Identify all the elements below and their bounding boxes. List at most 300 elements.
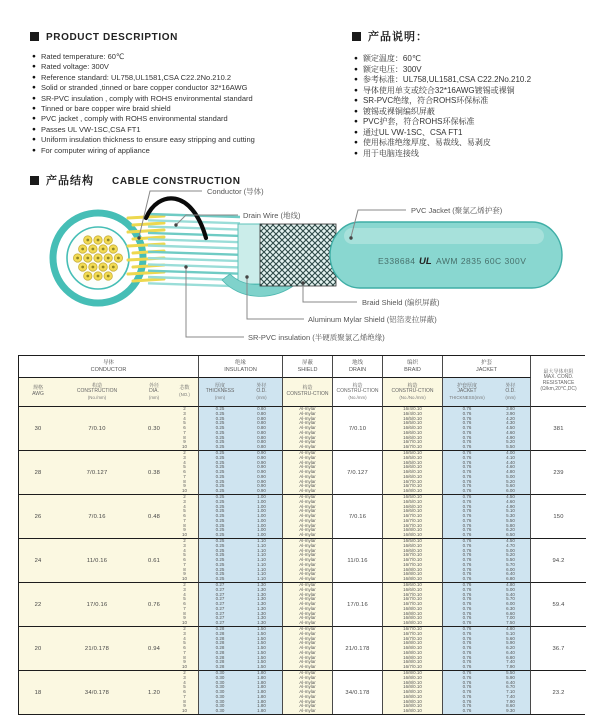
stacked-value: 16/6/0.10 [403, 503, 422, 509]
bullet-icon: ● [354, 107, 358, 115]
stacked-value: 0.27 [215, 620, 225, 626]
cell-braid-awg28 [383, 450, 443, 494]
stacked-value: 6 [183, 557, 186, 563]
stacked-value: 0.76 [462, 532, 472, 538]
stacked-value: 0.25 [215, 478, 225, 484]
stacked-value: 0.25 [215, 503, 225, 509]
stacked-value: 10 [181, 664, 187, 670]
stacked-value: Al-mylar [299, 610, 316, 616]
stacked-value: 0.76 [462, 626, 472, 632]
stacked-value: 16/6/0.10 [403, 429, 422, 435]
stacked-values [283, 539, 332, 582]
cell-braid-awg22 [383, 582, 443, 626]
stacked-values [491, 539, 530, 582]
cell-awg-awg18 [19, 670, 57, 714]
stacked-value: 5 [183, 420, 186, 426]
stacked-value: 0.90 [257, 454, 266, 460]
stacked-value: 0.25 [215, 517, 225, 523]
stacked-value: 6.00 [506, 566, 515, 572]
stacked-value: Al-mylar [299, 498, 316, 504]
stacked-value: Al-mylar [299, 552, 316, 558]
stacked-value: 0.90 [257, 450, 266, 456]
bullet-icon: ● [32, 94, 36, 102]
cell-construction-awg20 [57, 626, 137, 670]
cell-res-awg18 [531, 670, 586, 714]
column-header-text: (mm) [214, 394, 226, 400]
stacked-value: 5.00 [506, 547, 515, 553]
stacked-value: 5 [183, 684, 186, 690]
jacket-print-cert: E338684 [378, 256, 416, 266]
column-header-text: 规格 [32, 385, 43, 392]
stacked-value: 1.50 [257, 664, 266, 670]
stacked-value: 6.70 [506, 684, 515, 690]
stacked-value: 8 [183, 566, 186, 572]
stacked-value: 16/8/0.10 [403, 698, 422, 704]
stacked-value: 16/8/0.10 [403, 670, 422, 676]
stacked-value: 0.27 [215, 601, 225, 607]
stacked-value: 1.80 [257, 689, 266, 695]
stacked-value: 7.10 [506, 689, 515, 695]
stacked-value: Al-mylar [299, 459, 316, 465]
stacked-value: 16/7/0.10 [403, 483, 422, 489]
bullet-text: 额定电压：300V [362, 64, 422, 74]
stacked-value: 5 [183, 464, 186, 470]
cell-ins_od-awg30 [241, 406, 283, 450]
stacked-value: 4.80 [506, 626, 515, 632]
column-header-text: 构造 [91, 382, 102, 389]
stacked-value: 0.27 [215, 610, 225, 616]
stacked-value: 6.40 [506, 649, 515, 655]
resistance-header-text: 最大导体电阻 [543, 368, 574, 375]
stacked-value: 0.28 [215, 630, 225, 636]
stacked-value: 8 [183, 654, 186, 660]
cell-value: 34/0.178 [84, 689, 110, 696]
bullet-item [32, 135, 255, 145]
conductor-dot-center [102, 266, 105, 269]
stacked-value: 0.76 [462, 615, 472, 621]
section-square-icon [30, 32, 39, 41]
bullet-icon: ● [354, 55, 358, 62]
stacked-values [241, 539, 282, 582]
stacked-value: 16/8/0.10 [403, 620, 422, 626]
cell-value: 24 [34, 557, 42, 564]
stacked-value: 1.80 [257, 708, 266, 714]
stacked-value: 0.90 [257, 488, 266, 494]
stacked-value: 1.30 [257, 601, 266, 607]
bullet-icon: ● [32, 63, 36, 71]
stacked-value: 0.90 [257, 464, 266, 470]
cell-value: 30 [34, 425, 42, 432]
jacket-highlight [344, 228, 544, 244]
stacked-value: 5.40 [506, 591, 515, 597]
stacked-value: 1.80 [257, 674, 266, 680]
cell-res-awg24 [531, 538, 586, 582]
stacked-value: 1.00 [257, 522, 266, 528]
bullet-text: SR-PVC绝缘，符合ROHS环保标准 [362, 96, 489, 105]
stacked-value: 0.25 [215, 410, 225, 416]
stacked-value: 1.80 [257, 684, 266, 690]
stacked-value: 0.27 [215, 615, 225, 621]
stacked-value: 0.76 [462, 664, 472, 670]
stacked-value: Al-mylar [299, 473, 316, 479]
stacked-value: 0.25 [215, 473, 225, 479]
stacked-value: 10 [181, 620, 187, 626]
stacked-value: 16/8/0.10 [403, 566, 422, 572]
stacked-value: Al-mylar [299, 561, 316, 567]
stacked-values [199, 627, 241, 670]
cell-ins_od-awg18 [241, 670, 283, 714]
stacked-value: 4 [183, 679, 186, 685]
stacked-value: 0.25 [215, 522, 225, 528]
group-header-text: DRAIN [348, 366, 367, 373]
stacked-value: 9.30 [506, 708, 515, 714]
cell-cores-awg22 [171, 582, 199, 626]
bullet-item [354, 128, 531, 139]
stacked-value: 0.76 [462, 469, 472, 475]
cell-jkt_od-awg20 [491, 626, 531, 670]
stacked-value: 5.50 [506, 444, 515, 450]
stacked-value: 6 [183, 601, 186, 607]
bullet-item [354, 138, 531, 149]
stacked-value: 0.80 [257, 444, 266, 450]
stacked-value: 0.76 [462, 679, 472, 685]
stacked-value: Al-mylar [299, 464, 316, 470]
stacked-value: 0.80 [257, 425, 266, 431]
stacked-value: 4.10 [506, 454, 515, 460]
stacked-value: 0.90 [257, 478, 266, 484]
stacked-value: 5.10 [506, 630, 515, 636]
cell-value: 0.48 [147, 513, 161, 520]
group-header-text: 绝缘 [234, 360, 246, 367]
stacked-value: 0.76 [462, 547, 472, 553]
stacked-value: 4.70 [506, 542, 515, 548]
stacked-value: 2 [183, 450, 186, 456]
stacked-values [443, 539, 491, 582]
bullet-icon: ● [32, 115, 36, 123]
insulated-core [148, 252, 240, 255]
bullet-icon: ● [32, 136, 36, 144]
stacked-value: Al-mylar [299, 654, 316, 660]
cell-value: 59.4 [552, 601, 565, 608]
stacked-value: 0.90 [257, 483, 266, 489]
cell-value: 34/0.178 [345, 689, 370, 696]
stacked-value: 0.80 [257, 434, 266, 440]
column-header-text: 外径 [256, 382, 267, 389]
stacked-value: 5.70 [506, 561, 515, 567]
bullet-icon: ● [354, 76, 358, 83]
stacked-value: 0.28 [215, 659, 225, 665]
conductor-dot-center [81, 248, 84, 251]
stacked-value: Al-mylar [299, 679, 316, 685]
cell-value: 381 [553, 425, 564, 432]
stacked-value: 0.25 [215, 557, 225, 563]
stacked-value: 0.30 [215, 703, 225, 709]
cell-res-awg28 [531, 450, 586, 494]
stacked-value: 4.60 [506, 429, 515, 435]
column-header-text: CONSTRU-CTION [391, 388, 434, 395]
stacked-value: 3 [183, 454, 186, 460]
stacked-value: 0.76 [462, 464, 472, 470]
stacked-value: 1.80 [257, 679, 266, 685]
cell-braid-awg18 [383, 670, 443, 714]
stacked-value: 16/4/0.10 [403, 410, 422, 416]
cell-value: 28 [34, 469, 42, 476]
conductor-dot-center [76, 257, 79, 260]
stacked-value: 0.76 [462, 586, 472, 592]
stacked-values [383, 539, 442, 582]
stacked-value: 16/8/0.10 [403, 659, 422, 665]
group-header-text: BRAID [404, 366, 421, 373]
cell-construction-awg26 [57, 494, 137, 538]
stacked-value: 0.25 [215, 439, 225, 445]
stacked-value: Al-mylar [299, 684, 316, 690]
product-description-cn-heading [352, 27, 428, 45]
stacked-value: 16/8/0.10 [403, 654, 422, 660]
bullet-text: PVC jacket , comply with ROHS environmental standard [40, 114, 228, 124]
stacked-value: 2 [183, 406, 186, 412]
stacked-value: 16/7/0.10 [403, 596, 422, 602]
column-header-text: O.D. [505, 388, 516, 395]
stacked-value: Al-mylar [299, 571, 316, 577]
stacked-value: 4 [183, 635, 186, 641]
stacked-value: 1.10 [257, 557, 266, 563]
stacked-value: 0.25 [215, 552, 225, 558]
bullet-item [32, 83, 255, 93]
stacked-value: 1.10 [257, 547, 266, 553]
stacked-value: 1.30 [257, 620, 266, 626]
cell-jkt_t-awg30 [443, 406, 491, 450]
bullet-item [354, 54, 531, 65]
stacked-value: 9 [183, 571, 186, 577]
cell-jkt_od-awg24 [491, 538, 531, 582]
stacked-value: 0.30 [215, 670, 225, 676]
product-description-cn-title: 产品说明： [368, 31, 428, 43]
stacked-values [283, 495, 332, 538]
stacked-values [491, 583, 530, 626]
stacked-value: 0.76 [462, 420, 472, 426]
stacked-value: 0.25 [215, 406, 225, 412]
stacked-value: 8 [183, 522, 186, 528]
cell-value: 20 [34, 645, 42, 652]
stacked-value: 0.76 [462, 610, 472, 616]
pvc-jacket-label: PVC Jacket (聚氯乙烯护套) [411, 206, 503, 215]
bullet-item [32, 114, 255, 124]
stacked-value: 0.76 [462, 703, 472, 709]
bullet-item [354, 75, 531, 86]
cell-value: 150 [553, 513, 564, 520]
column-header-text: 外径 [148, 382, 159, 389]
stacked-value: 1.00 [257, 513, 266, 519]
stacked-value: 0.30 [215, 684, 225, 690]
stacked-value: Al-mylar [299, 566, 316, 572]
insulated-core [148, 239, 240, 242]
stacked-value: 0.25 [215, 459, 225, 465]
bullet-item [354, 117, 531, 128]
stacked-value: 1.00 [257, 508, 266, 514]
stacked-value: Al-mylar [299, 410, 316, 416]
stacked-values [171, 583, 198, 626]
stacked-value: Al-mylar [299, 557, 316, 563]
stacked-value: 0.80 [257, 420, 266, 426]
stacked-value: 16/6/0.10 [403, 586, 422, 592]
stacked-value: 6.00 [506, 601, 515, 607]
stacked-value: Al-mylar [299, 649, 316, 655]
stacked-value: 0.76 [462, 517, 472, 523]
stacked-value: 16/5/0.10 [403, 415, 422, 421]
stacked-value: 16/7/0.10 [403, 522, 422, 528]
cell-dia-awg24 [137, 538, 171, 582]
conductor-dot-center [97, 239, 100, 242]
group-header-shield [283, 356, 333, 378]
stacked-value: 16/7/0.10 [403, 478, 422, 484]
stacked-value: 1.30 [257, 591, 266, 597]
stacked-value: Al-mylar [299, 645, 316, 651]
bullet-item [354, 107, 531, 118]
cell-value: 36.7 [552, 645, 565, 652]
column-header-text: O.D. [256, 388, 267, 395]
stacked-value: 16/7/0.10 [403, 635, 422, 641]
stacked-value: 1.50 [257, 626, 266, 632]
stacked-value: 6.20 [506, 527, 515, 533]
stacked-value: 0.76 [462, 640, 472, 646]
stacked-value: 0.25 [215, 566, 225, 572]
stacked-value: 7.40 [506, 659, 515, 665]
stacked-value: 0.76 [462, 698, 472, 704]
cell-value: 7/0.10 [88, 425, 106, 432]
stacked-value: 16/7/0.10 [403, 517, 422, 523]
stacked-value: 16/5/0.10 [403, 494, 422, 500]
stacked-value: 4 [183, 591, 186, 597]
stacked-value: 3 [183, 630, 186, 636]
conductor-strand [128, 230, 164, 232]
stacked-values [383, 627, 442, 670]
stacked-value: 7 [183, 517, 186, 523]
stacked-value: 7 [183, 473, 186, 479]
cell-shield-awg20 [283, 626, 333, 670]
stacked-value: 16/7/0.10 [403, 439, 422, 445]
stacked-value: 1.10 [257, 561, 266, 567]
stacked-value: Al-mylar [299, 698, 316, 704]
stacked-value: Al-mylar [299, 508, 316, 514]
group-header-jacket [443, 356, 531, 378]
column-header-jkt_od [491, 378, 531, 406]
stacked-value: 0.80 [257, 415, 266, 421]
stacked-value: 1.00 [257, 498, 266, 504]
group-header-text: CONDUCTOR [90, 366, 127, 373]
stacked-value: 9 [183, 659, 186, 665]
stacked-value: 4.30 [506, 420, 515, 426]
stacked-value: 0.25 [215, 425, 225, 431]
stacked-values [171, 671, 198, 714]
column-header-braid [383, 378, 443, 406]
bullet-text: 额定温度：60℃ [362, 54, 421, 63]
stacked-value: 1.50 [257, 649, 266, 655]
stacked-values [383, 583, 442, 626]
product-description-list [32, 52, 255, 156]
stacked-value: Al-mylar [299, 513, 316, 519]
conductor-label: Conductor (导体) [207, 187, 264, 196]
cell-cores-awg26 [171, 494, 199, 538]
stacked-value: 16/5/0.10 [403, 450, 422, 456]
stacked-value: 6 [183, 645, 186, 651]
bullet-text: Tinned or bare copper wire braid shield [40, 104, 171, 114]
product-description-title: PRODUCT DESCRIPTION [46, 32, 178, 43]
stacked-value: Al-mylar [299, 626, 316, 632]
cell-value: 0.61 [147, 557, 161, 564]
stacked-value: 0.80 [257, 429, 266, 435]
stacked-values [383, 407, 442, 450]
stacked-value: 0.30 [215, 698, 225, 704]
stacked-value: 0.80 [257, 406, 266, 412]
group-header-drain [333, 356, 383, 378]
stacked-value: 6.20 [506, 645, 515, 651]
stacked-value: 16/7/0.10 [403, 601, 422, 607]
bullet-icon: ● [354, 86, 358, 94]
stacked-value: 0.28 [215, 649, 225, 655]
stacked-value: Al-mylar [299, 708, 316, 714]
stacked-value: 6.60 [506, 610, 515, 616]
stacked-value: 1.10 [257, 566, 266, 572]
cell-drain-awg30 [333, 406, 383, 450]
sr-pvc-insulation-label: SR-PVC insulation (半硬质聚氯乙烯绝缘) [248, 333, 385, 342]
stacked-value: 16/4/0.10 [403, 406, 422, 412]
stacked-value: 4.50 [506, 494, 515, 500]
cell-jkt_od-awg22 [491, 582, 531, 626]
cell-ins_od-awg22 [241, 582, 283, 626]
cell-cores-awg24 [171, 538, 199, 582]
stacked-value: 0.28 [215, 654, 225, 660]
stacked-value: 6.80 [506, 576, 515, 582]
stacked-value: Al-mylar [299, 640, 316, 646]
stacked-value: 5.60 [506, 483, 515, 489]
stacked-value: 9 [183, 483, 186, 489]
stacked-value: 16/8/0.10 [403, 610, 422, 616]
stacked-values [241, 583, 282, 626]
stacked-value: 0.76 [462, 566, 472, 572]
stacked-value: 16/7/0.10 [403, 591, 422, 597]
cell-ins_t-awg30 [199, 406, 241, 450]
cell-awg-awg20 [19, 626, 57, 670]
stacked-value: 1.10 [257, 552, 266, 558]
stacked-value: 16/5/0.10 [403, 454, 422, 460]
stacked-value: 0.76 [462, 406, 472, 412]
stacked-values [241, 495, 282, 538]
stacked-value: 6.00 [506, 488, 515, 494]
stacked-value: 5.00 [506, 586, 515, 592]
stacked-value: Al-mylar [299, 469, 316, 475]
group-header-text: SHIELD [297, 366, 318, 373]
stacked-value: Al-mylar [299, 664, 316, 670]
stacked-value: Al-mylar [299, 659, 316, 665]
stacked-value: 16/5/0.10 [403, 498, 422, 504]
stacked-value: 7 [183, 693, 186, 699]
stacked-value: Al-mylar [299, 439, 316, 445]
stacked-value: 16/8/0.10 [403, 532, 422, 538]
stacked-value: Al-mylar [299, 434, 316, 440]
stacked-value: 0.25 [215, 513, 225, 519]
cell-ins_od-awg26 [241, 494, 283, 538]
resistance-header [531, 356, 586, 406]
cell-drain-awg28 [333, 450, 383, 494]
stacked-value: 3 [183, 410, 186, 416]
stacked-value: 0.76 [462, 527, 472, 533]
stacked-value: 5.90 [506, 640, 515, 646]
cell-construction-awg18 [57, 670, 137, 714]
stacked-value: 10 [181, 532, 187, 538]
stacked-value: 0.76 [462, 483, 472, 489]
stacked-values [383, 495, 442, 538]
stacked-values [283, 407, 332, 450]
